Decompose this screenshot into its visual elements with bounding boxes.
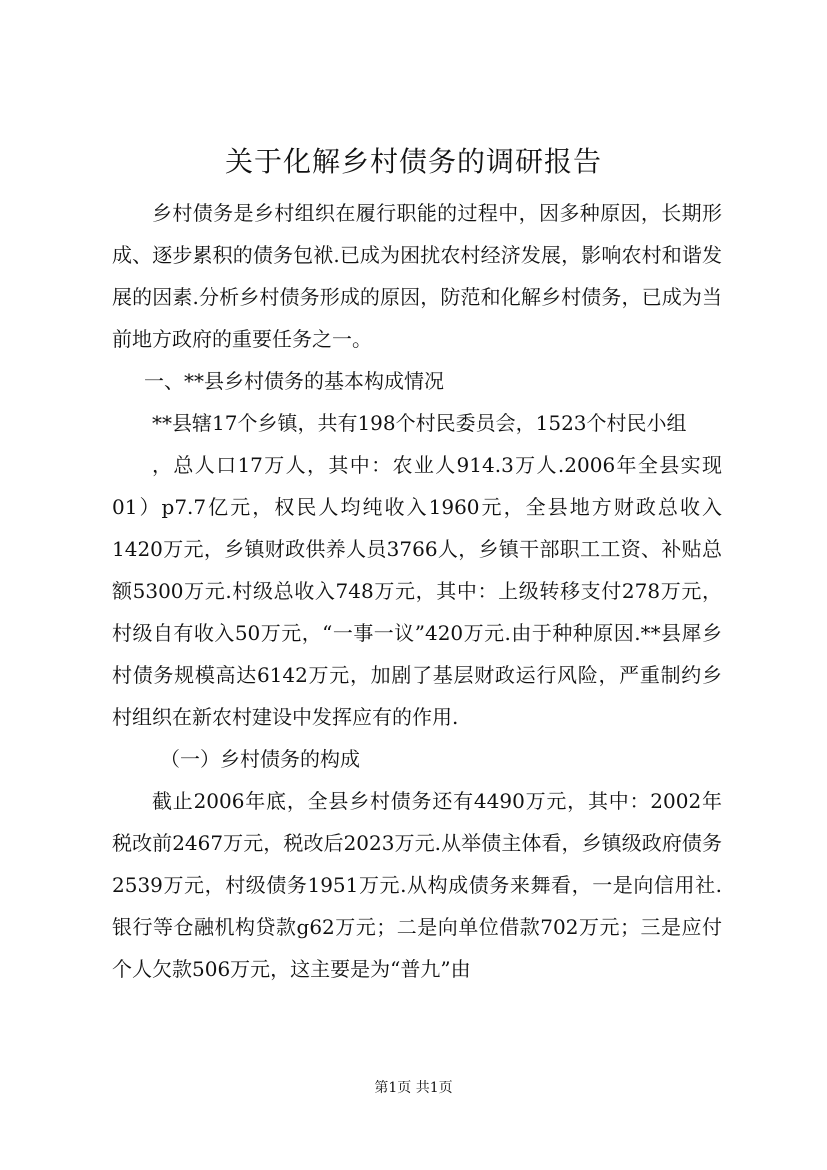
document-title: 关于化解乡村债务的调研报告 <box>224 145 602 178</box>
subsection-heading-1: （一）乡村债务的构成 <box>160 747 360 771</box>
paragraph-county-overview: **县辖17个乡镇，共有198个村民委员会，1523个村民小组 <box>152 411 687 435</box>
section-heading-1: 一、**县乡村债务的基本构成情况 <box>144 369 444 393</box>
document-body <box>112 192 722 990</box>
page-footer: 第1页 共1页 <box>374 1080 453 1096</box>
paragraph-county-economy: ，总人口17万人，其中：农业人914.3万人.2006年全县实现01）p7.7亿元，权民人均纯收入1960元，全县地方财政总收入1420万元，乡镇财政供养人员3766人，乡镇干部职工工资、补贴总额5300万元.村级总收入748万元，其中：上级转移支付278万元，村级自有收入50万元，“一事一议”420万元.由于种种原因.**县犀乡村债务规模高达6142万元，加剧了基层财政运行风险，严重制约乡村组织在新农村建设中发挥应有的作用. <box>112 453 722 729</box>
paragraph-intro: 乡村债务是乡村组织在履行职能的过程中，因多种原因，长期形成、逐步累积的债务包袱.已成为困扰农村经济发展，影响农村和谐发展的因素.分析乡村债务形成的原因，防范和化解乡村债务，已成为当前地方政府的重要任务之一。 <box>112 201 722 351</box>
paragraph-debt-composition: 截止2006年底，全县乡村债务还有4490万元，其中：2002年税改前2467万元，税改后2023万元.从举债主体看，乡镇级政府债务2539万元，村级债务1951万元.从构成债务来舞看，一是向信用社.银行等仓融机构贷款g62万元；二是向单位借款702万元；三是应付个人欠款506万元，这主要是为“普九”由 <box>112 789 722 981</box>
